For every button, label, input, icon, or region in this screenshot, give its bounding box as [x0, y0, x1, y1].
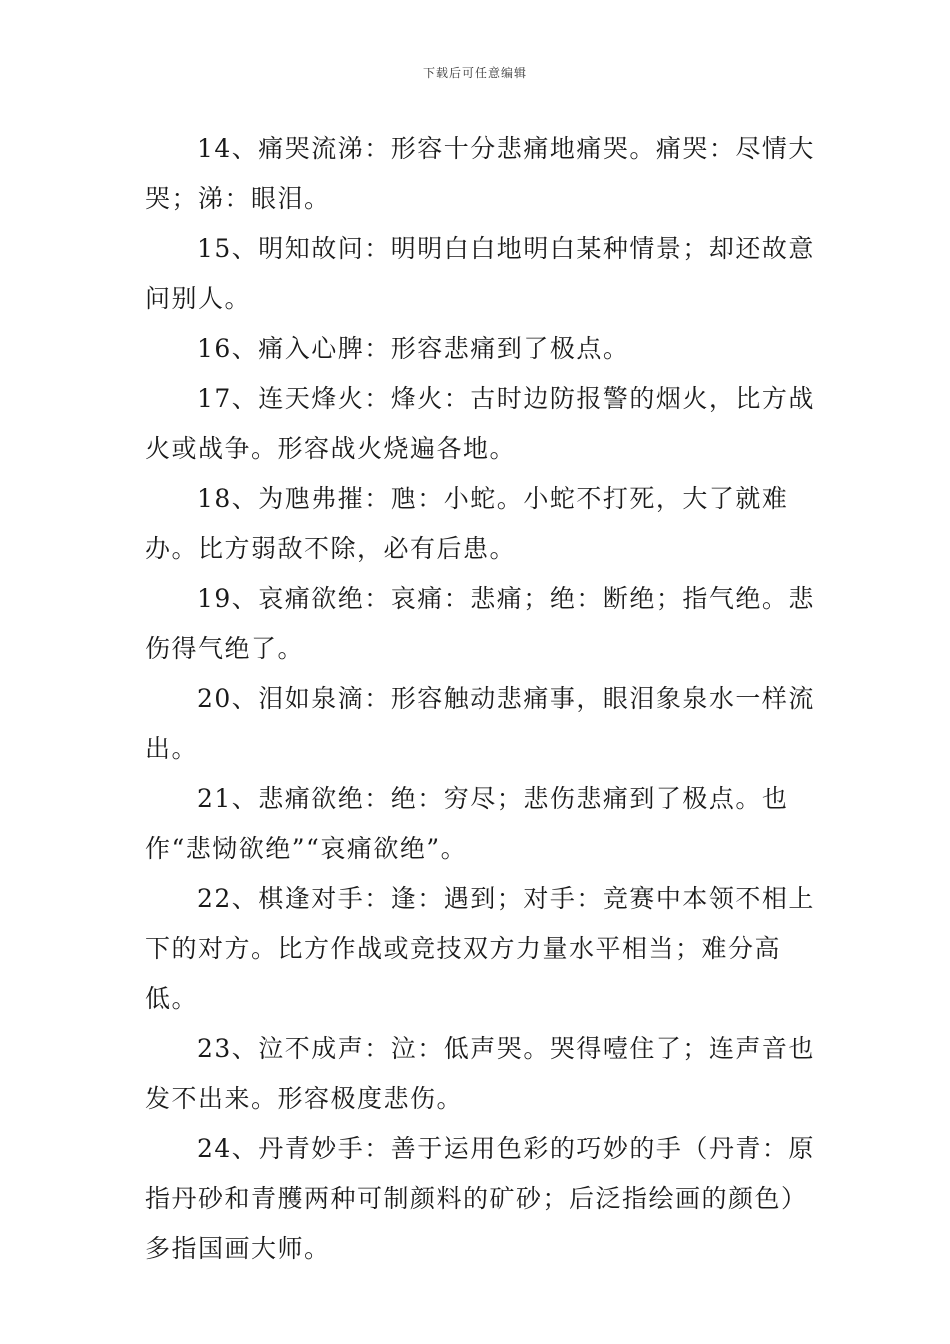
entry-14: 14、痛哭流涕：形容十分悲痛地痛哭。痛哭：尽情大哭；涕：眼泪。: [145, 134, 815, 213]
entry-18: 18、为虺弗摧：虺：小蛇。小蛇不打死，大了就难办。比方弱敌不除，必有后患。: [145, 484, 789, 563]
entry-23: 23、泣不成声：泣：低声哭。哭得噎住了；连声音也发不出来。形容极度悲伤。: [145, 1034, 815, 1113]
entry-19: 19、哀痛欲绝：哀痛：悲痛；绝：断绝；指气绝。悲伤得气绝了。: [145, 584, 815, 663]
entry-17: 17、连天烽火：烽火：古时边防报警的烟火，比方战火或战争。形容战火烧遍各地。: [145, 384, 815, 463]
entry-21: 21、悲痛欲绝：绝：穷尽；悲伤悲痛到了极点。也作“悲恸欲绝”“哀痛欲绝”。: [145, 784, 789, 863]
document-body: [145, 124, 815, 1274]
entry-20: 20、泪如泉滴：形容触动悲痛事，眼泪象泉水一样流出。: [145, 684, 815, 763]
entry-16: 16、痛入心脾：形容悲痛到了极点。: [197, 334, 630, 363]
entry-24: 24、丹青妙手：善于运用色彩的巧妙的手（丹青：原指丹砂和青雘两种可制颜料的矿砂；后泛指绘画的颜色）多指国画大师。: [145, 1134, 815, 1263]
entry-15: 15、明知故问：明明白白地明白某种情景；却还故意问别人。: [145, 234, 815, 313]
page-header: 下载后可任意编辑: [422, 66, 527, 80]
entry-22: 22、棋逢对手：逢：遇到；对手：竞赛中本领不相上下的对方。比方作战或竞技双方力量水平相当；难分高低。: [145, 884, 815, 1013]
